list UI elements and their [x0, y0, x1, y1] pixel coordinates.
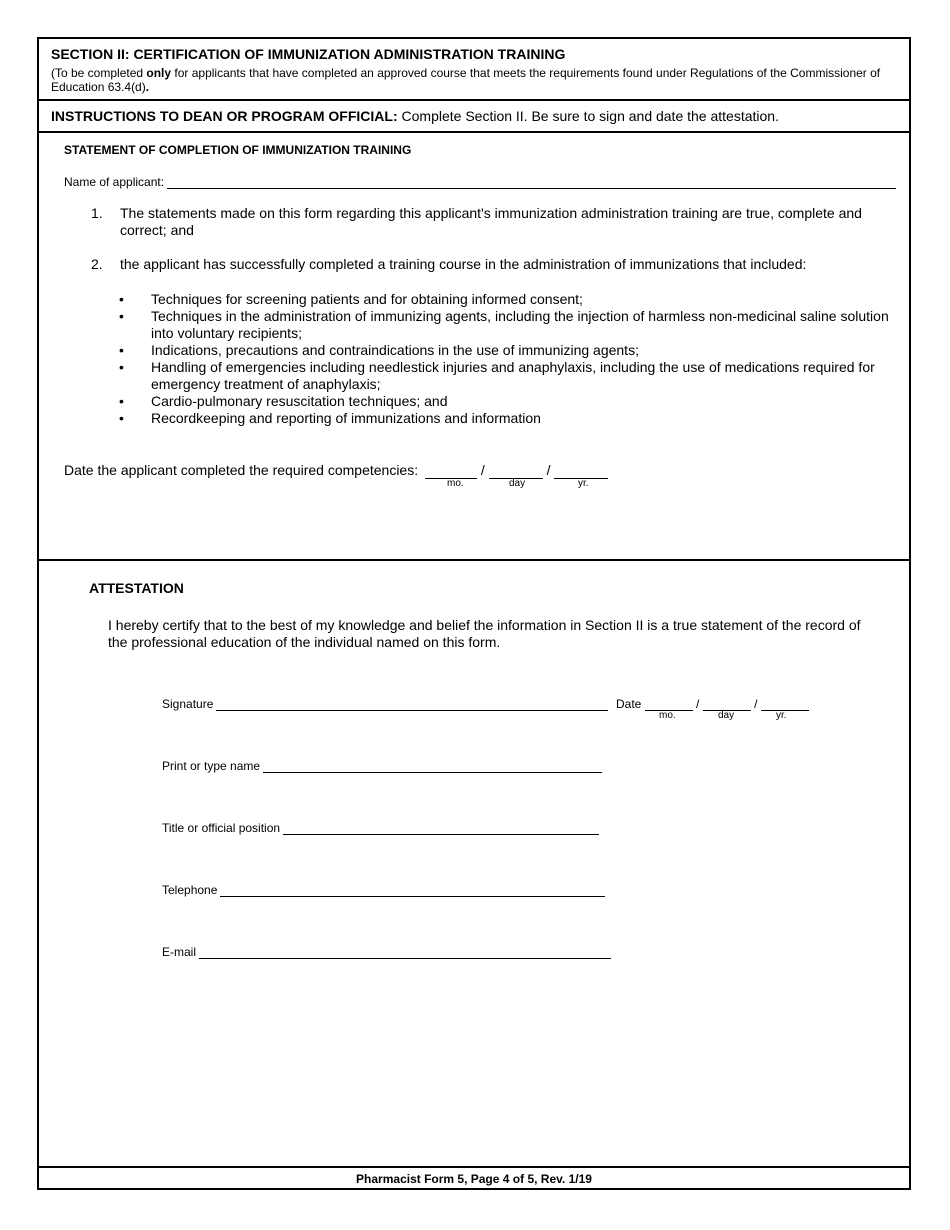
list-item: [91, 205, 891, 239]
year-caption: yr.: [578, 478, 589, 489]
telephone-field: [162, 883, 605, 897]
training-topics: [117, 291, 897, 427]
statement-list: [91, 205, 891, 290]
note-emphasis: only: [146, 66, 172, 80]
attestation-title: ATTESTATION: [89, 580, 184, 596]
note-text-rest: for applicants that have completed an approved course that meets the requirements found under Regulations of the Commissioner of Education 63.4(d): [51, 66, 881, 94]
signature-year-caption: yr.: [776, 710, 787, 721]
month-caption: mo.: [447, 478, 464, 489]
applicant-name-label: Name of applicant:: [64, 175, 165, 189]
signature-month-caption: mo.: [659, 710, 676, 721]
competency-month-input[interactable]: [425, 465, 477, 479]
signature-field: [162, 697, 608, 711]
date-separator: /: [696, 697, 700, 711]
list-text: the applicant has successfully completed a training course in the administration of immunizations that included:: [120, 256, 807, 272]
topic-text: Techniques in the administration of immunizing agents, including the injection of harmless non-medicinal saline solution into voluntary recipients;: [151, 308, 889, 341]
day-caption: day: [509, 478, 526, 489]
list-item: [91, 256, 891, 273]
bullet-icon: •: [119, 291, 124, 307]
competency-date-field: [64, 462, 608, 479]
topic-item: [117, 342, 897, 359]
print-name-label: Print or type name: [162, 759, 261, 773]
print-name-field: [162, 759, 602, 773]
attestation-text: I hereby certify that to the best of my knowledge and belief the information in Section II is a true statement of the record of the professional education of the individual named on this form.: [108, 617, 861, 650]
date-separator: /: [546, 462, 551, 478]
signature-label: Signature: [162, 697, 214, 711]
topic-item: [117, 393, 897, 410]
bullet-icon: •: [119, 308, 124, 324]
topic-text: Handling of emergencies including needlestick injuries and anaphylaxis, including the use of medications required for emergency treatment of anaphylaxis;: [151, 359, 875, 392]
title-input[interactable]: [283, 822, 599, 835]
bullet-icon: •: [119, 393, 124, 409]
form-page: [37, 37, 911, 1190]
competency-year-input[interactable]: [554, 465, 608, 479]
topic-item: [117, 359, 897, 393]
telephone-label: Telephone: [162, 883, 218, 897]
signature-day-caption: day: [718, 710, 735, 721]
instructions: [39, 101, 909, 133]
date-separator: /: [754, 697, 758, 711]
competency-date-label: Date the applicant completed the required competencies:: [64, 462, 419, 478]
signature-year-input[interactable]: [761, 697, 809, 711]
page-footer: Pharmacist Form 5, Page 4 of 5, Rev. 1/19: [356, 1172, 592, 1186]
list-text: The statements made on this form regarding this applicant's immunization administration training are true, complete and correct; and: [120, 205, 862, 238]
bullet-icon: •: [119, 342, 124, 358]
instructions-text: Complete Section II. Be sure to sign and date the attestation.: [397, 108, 779, 124]
topic-text: Cardio-pulmonary resuscitation techniques; and: [151, 393, 448, 409]
print-name-input[interactable]: [263, 760, 602, 773]
signature-input[interactable]: [216, 698, 608, 711]
topic-item: [117, 291, 897, 308]
statement-title: STATEMENT OF COMPLETION OF IMMUNIZATION TRAINING: [64, 143, 412, 157]
section-title: SECTION II: CERTIFICATION OF IMMUNIZATION ADMINISTRATION TRAINING: [51, 46, 566, 62]
topic-item: [117, 308, 897, 342]
topic-text: Techniques for screening patients and for obtaining informed consent;: [151, 291, 583, 307]
section-note: [51, 66, 897, 94]
applicant-name-field: [64, 175, 896, 189]
topic-text: Indications, precautions and contraindications in the use of immunizing agents;: [151, 342, 639, 358]
section-header: [39, 39, 909, 101]
signature-date-label: Date: [616, 697, 642, 711]
email-field: [162, 945, 611, 959]
signature-date-field: [616, 697, 809, 711]
note-text: (To be completed: [51, 66, 147, 80]
competency-day-input[interactable]: [489, 465, 543, 479]
section-divider: [39, 559, 909, 561]
list-number: 2.: [91, 256, 103, 272]
bullet-icon: •: [119, 410, 124, 426]
instructions-label: INSTRUCTIONS TO DEAN OR PROGRAM OFFICIAL:: [51, 108, 398, 124]
email-label: E-mail: [162, 945, 197, 959]
signature-day-input[interactable]: [703, 697, 751, 711]
list-number: 1.: [91, 205, 103, 221]
signature-month-input[interactable]: [645, 697, 693, 711]
footer-divider: [39, 1166, 909, 1168]
topic-text: Recordkeeping and reporting of immunizations and information: [151, 410, 541, 426]
applicant-name-input[interactable]: [167, 176, 896, 189]
title-label: Title or official position: [162, 821, 281, 835]
email-input[interactable]: [199, 946, 611, 959]
topic-item: [117, 410, 897, 427]
date-separator: /: [480, 462, 485, 478]
note-end: .: [145, 80, 150, 94]
title-field: [162, 821, 599, 835]
bullet-icon: •: [119, 359, 124, 375]
telephone-input[interactable]: [220, 884, 605, 897]
